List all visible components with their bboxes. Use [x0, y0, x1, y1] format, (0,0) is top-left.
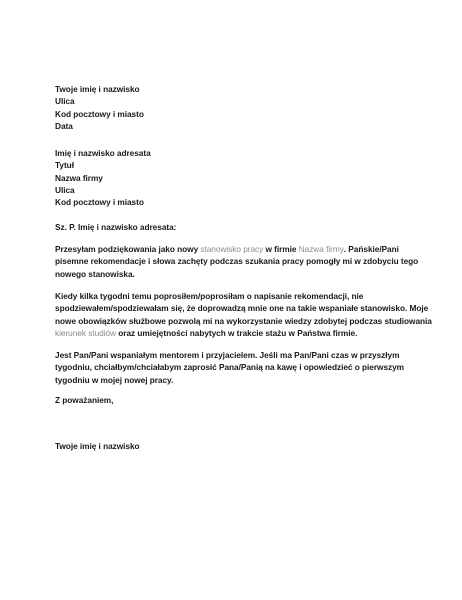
paragraph-2-line-2: spodziewałem/spodziewałam się, że doprowadzą mnie one na takie wspaniałe stanowisko. Moje [55, 303, 429, 314]
p1-text-c: . Pańskie/Pani [343, 244, 399, 254]
closing-text: Z poważaniem, [55, 395, 114, 405]
closing [55, 394, 435, 406]
paragraph-3-line-2: tygodniu, chciałbym/chciałabym zaprosić Pana/Panią na kawę i opowiedzieć o pierwszym [55, 362, 404, 373]
paragraph-1-line-3: nowego stanowiska. [55, 268, 135, 279]
recipient-title: Tytuł [55, 160, 74, 171]
job-title-placeholder: stanowisko pracy [200, 244, 264, 254]
signature [55, 440, 435, 452]
paragraph-2-line-1: Kiedy kilka tygodni temu poprosiłem/poprosiłam o napisanie rekomendacji, nie [55, 291, 364, 301]
paragraph-1-line-1 [55, 243, 435, 255]
recipient-name: Imię i nazwisko adresata [55, 148, 151, 158]
p2-text-b: oraz umiejętności nabytych w trakcie stażu w Państwa firmie. [116, 327, 358, 338]
paragraph-3-line-1: Jest Pan/Pani wspaniałym mentorem i przyjacielem. Jeśli ma Pan/Pani czas w przyszłym [55, 350, 400, 360]
p1-text-b: w firmie [263, 244, 299, 254]
field-of-study-placeholder: kierunek studiów [55, 327, 116, 338]
recipient-postal-city: Kod pocztowy i miasto [55, 197, 144, 208]
recipient-address [55, 147, 435, 208]
paragraph-2 [55, 290, 435, 339]
salutation-text: Sz. P. Imię i nazwisko adresata: [55, 222, 177, 232]
paragraph-2-line-3: nowe obowiązków służbowe pozwolą mi na wykorzystanie wiedzy zdobytej podczas studiowania [55, 315, 432, 326]
paragraph-3-line-3: tygodniu w mojej nowej pracy. [55, 374, 174, 385]
p1-text-a: Przesyłam podziękowania jako nowy [55, 244, 201, 254]
paragraph-3 [55, 349, 435, 386]
recipient-street: Ulica [55, 184, 75, 195]
paragraph-2-line-4 [55, 327, 435, 339]
salutation [55, 221, 435, 233]
paragraph-1-line-2: pisemne rekomendacje i słowa zachęty podczas szukania pracy pomogły mi w zdobyciu tego [55, 256, 419, 267]
paragraph-1 [55, 243, 435, 280]
sender-name: Twoje imię i nazwisko [55, 84, 140, 94]
sender-postal-city: Kod pocztowy i miasto [55, 108, 144, 119]
signature-name: Twoje imię i nazwisko [55, 441, 140, 451]
recipient-company: Nazwa firmy [55, 172, 103, 183]
company-name-placeholder: Nazwa firmy [298, 244, 344, 254]
sender-date: Data [55, 120, 73, 131]
sender-street: Ulica [55, 96, 75, 107]
sender-address [55, 83, 435, 132]
